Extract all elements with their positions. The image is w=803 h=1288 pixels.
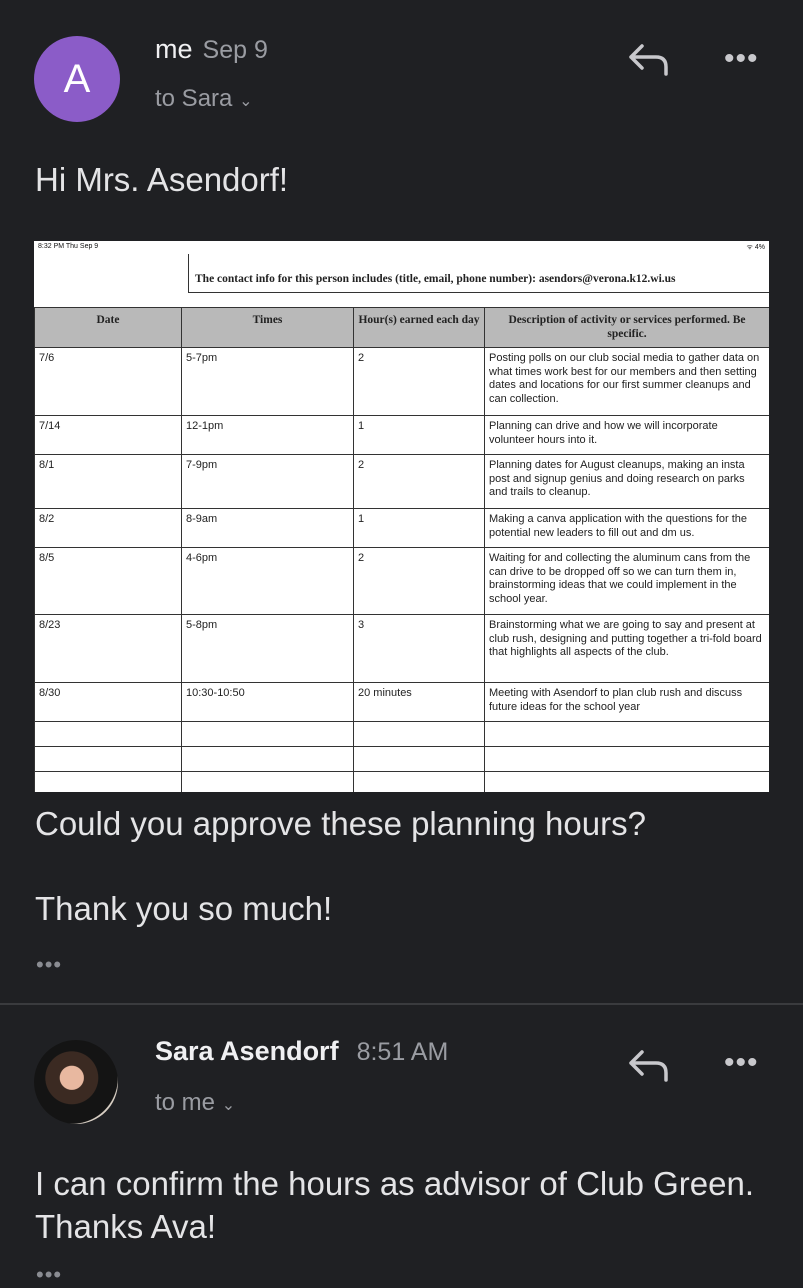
status-bar: 8:32 PM Thu Sep 9 ᯤ 4% [38,243,765,251]
greeting: Hi Mrs. Asendorf! [35,161,289,198]
table-row: 8/5 4-6pm 2 Waiting for and collecting the aluminum cans from the can drive to be dropped off so we can turn them in, brainstorming ideas that we could implement in the school year. [35,548,770,615]
avatar[interactable]: A [34,36,120,122]
empty-row [35,747,770,772]
table-row: 8/30 10:30-10:50 20 minutes Meeting with Asendorf to plan club rush and discuss future ideas for the school year [35,683,770,722]
empty-row [35,772,770,793]
chevron-down-icon: ⌄ [239,93,253,110]
sender-line [155,1036,448,1067]
empty-row [35,722,770,747]
recipients-toggle[interactable]: to me ⌄ [155,1089,236,1116]
reply-icon[interactable] [628,40,670,85]
thanks-text: Thank you so much! [35,890,333,927]
header-hours: Hour(s) earned each day [354,308,485,348]
sender-name: me [155,34,193,64]
table-row: 8/2 8-9am 1 Making a canva application with the questions for the potential new leaders to fill out and dm us. [35,509,770,548]
message-divider [0,1003,803,1005]
header-times: Times [182,308,354,348]
reply-icon[interactable] [628,1046,670,1091]
contact-info: The contact info for this person includes (title, email, phone number): asendors@verona.k12.wi.us [188,254,769,293]
show-trimmed-button[interactable]: ••• [36,952,63,977]
chevron-down-icon: ⌄ [221,1097,236,1114]
sender-name: Sara Asendorf [155,1036,339,1066]
sender-line [155,34,268,65]
recipients-toggle[interactable]: to Sara ⌄ [155,85,253,112]
request-text: Could you approve these planning hours? [35,805,646,842]
message-date: Sep 9 [202,36,268,64]
show-trimmed-button[interactable]: ••• [36,1262,63,1287]
header-date: Date [35,308,182,348]
table-row: 7/14 12-1pm 1 Planning can drive and how we will incorporate volunteer hours into it. [35,416,770,455]
message-time: 8:51 AM [356,1038,449,1066]
reply-body: I can confirm the hours as advisor of Club Green. Thanks Ava! [35,1165,755,1245]
table-row: 8/1 7-9pm 2 Planning dates for August cleanups, making an insta post and signup genius and doing research on parks and trails to cleanup. [35,455,770,509]
header-description: Description of activity or services performed. Be specific. [485,308,770,348]
hours-table [34,307,769,792]
more-options-icon[interactable]: ••• [724,1046,759,1079]
more-options-icon[interactable]: ••• [724,42,759,75]
table-row: 7/6 5-7pm 2 Posting polls on our club social media to gather data on what times work best for our members and then setting dates and locations for our first summer cleanups and can collection. [35,348,770,416]
avatar[interactable] [34,1040,118,1124]
attached-screenshot[interactable] [34,241,769,792]
table-row: 8/23 5-8pm 3 Brainstorming what we are going to say and present at club rush, designing and putting together a tri-fold board that highlights all aspects of the club. [35,615,770,683]
